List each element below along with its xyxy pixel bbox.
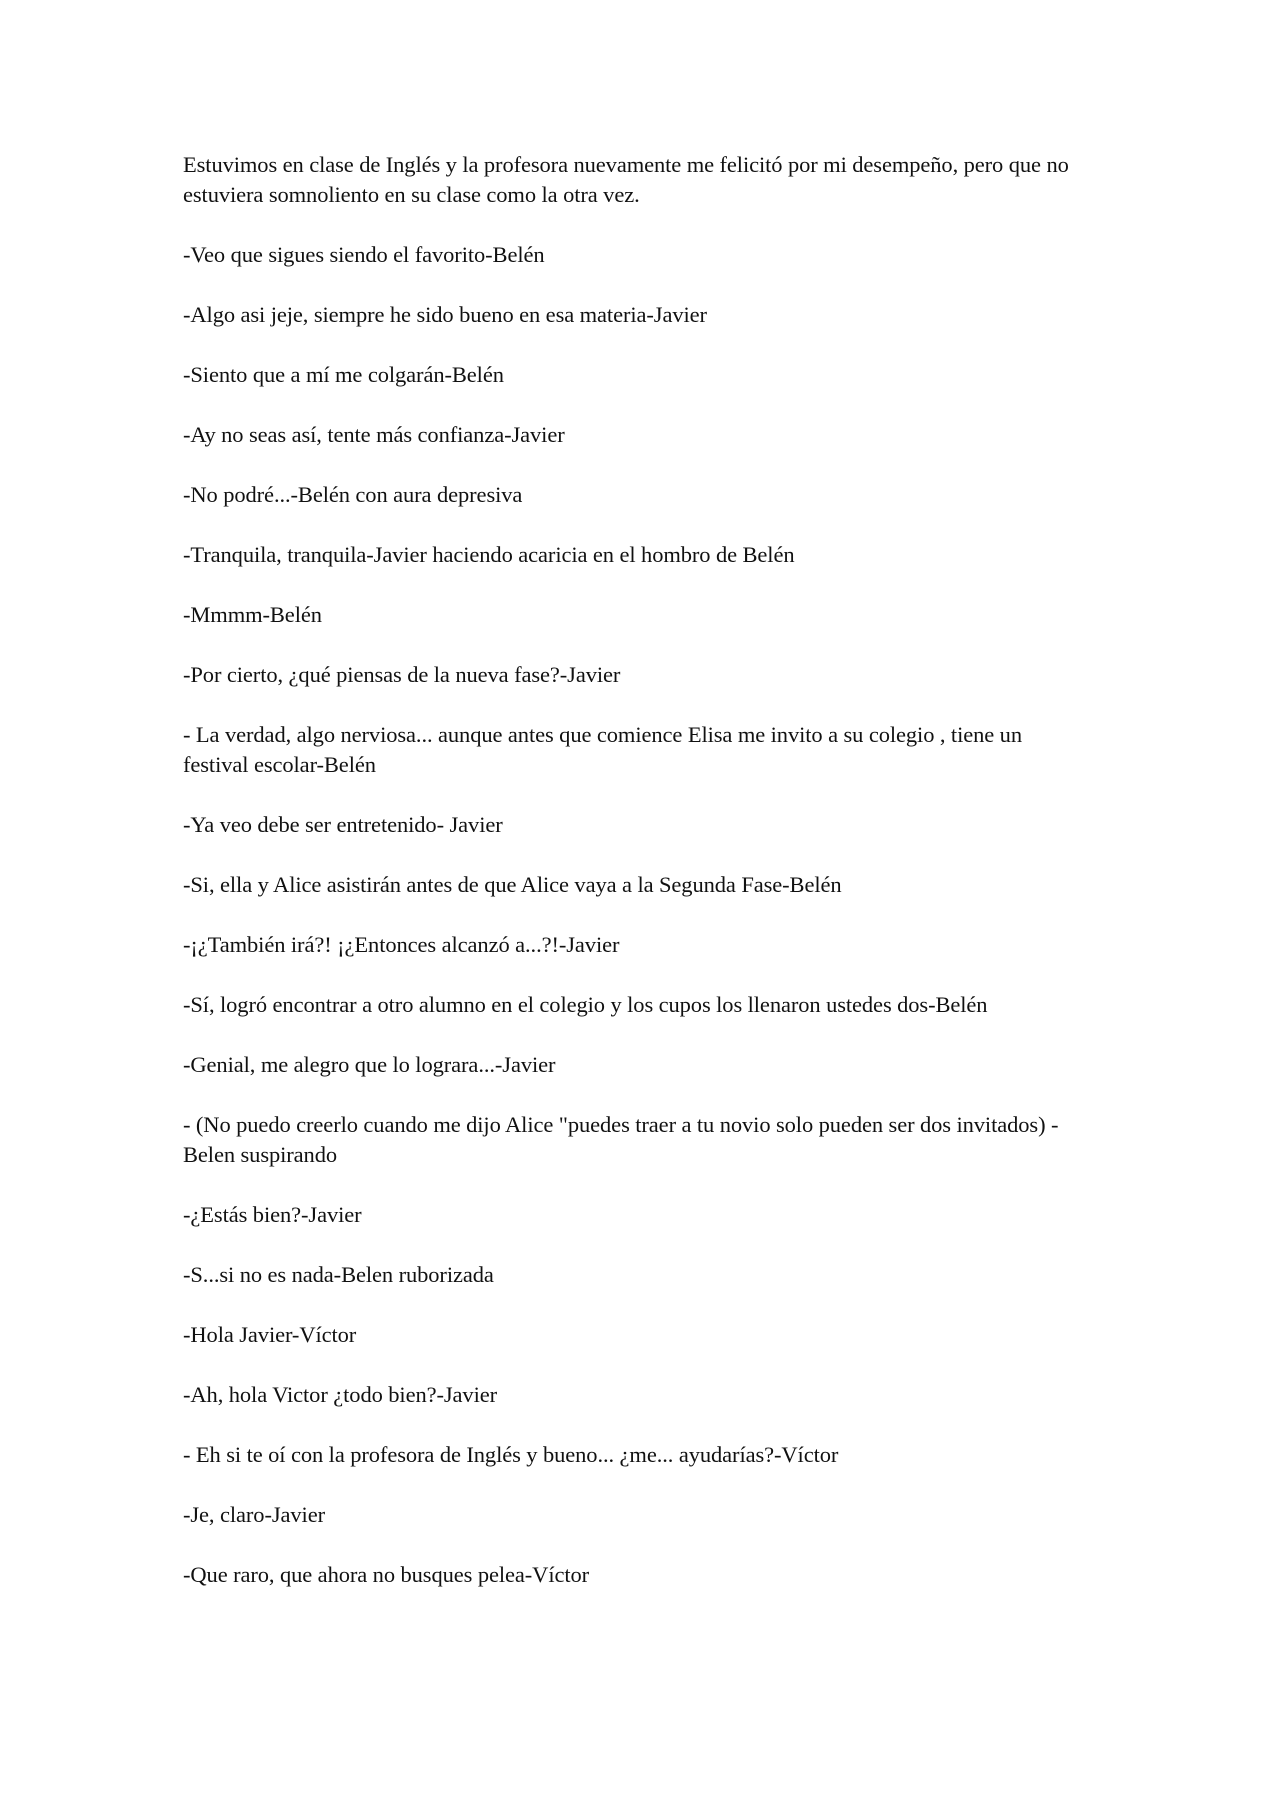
dialogue-line: - (No puedo creerlo cuando me dijo Alice "puedes traer a tu novio solo pueden ser dos invitados) -Belen suspirando: [183, 1112, 1059, 1167]
dialogue-line: - La verdad, algo nerviosa... aunque antes que comience Elisa me invito a su colegio , tiene un festival escolar-Belén: [183, 722, 1022, 777]
dialogue-line: -Mmmm-Belén: [183, 602, 322, 627]
dialogue-line: -Ya veo debe ser entretenido- Javier: [183, 812, 503, 837]
dialogue-line: - Eh si te oí con la profesora de Inglés y bueno... ¿me... ayudarías?-Víctor: [183, 1442, 839, 1467]
dialogue-line: -Si, ella y Alice asistirán antes de que Alice vaya a la Segunda Fase-Belén: [183, 872, 842, 897]
dialogue-line: -¿Estás bien?-Javier: [183, 1202, 362, 1227]
dialogue-line: -Por cierto, ¿qué piensas de la nueva fase?-Javier: [183, 662, 621, 687]
dialogue-line: -Tranquila, tranquila-Javier haciendo acaricia en el hombro de Belén: [183, 542, 795, 567]
dialogue-line: -Je, claro-Javier: [183, 1502, 325, 1527]
dialogue-line: -Siento que a mí me colgarán-Belén: [183, 362, 504, 387]
dialogue-line: -No podré...-Belén con aura depresiva: [183, 482, 523, 507]
dialogue-line: -Que raro, que ahora no busques pelea-Víctor: [183, 1562, 590, 1587]
dialogue-line: -Sí, logró encontrar a otro alumno en el colegio y los cupos los llenaron ustedes dos-Belén: [183, 992, 988, 1017]
document-page: [183, 150, 1088, 1620]
dialogue-line: -Ay no seas así, tente más confianza-Javier: [183, 422, 565, 447]
dialogue-line: -¡¿También irá?! ¡¿Entonces alcanzó a...?!-Javier: [183, 932, 620, 957]
dialogue-line: -Hola Javier-Víctor: [183, 1322, 357, 1347]
dialogue-line: -Genial, me alegro que lo lograra...-Javier: [183, 1052, 556, 1077]
dialogue-line: -Veo que sigues siendo el favorito-Belén: [183, 242, 545, 267]
dialogue-line: -Algo asi jeje, siempre he sido bueno en esa materia-Javier: [183, 302, 707, 327]
dialogue-line: -S...si no es nada-Belen ruborizada: [183, 1262, 494, 1287]
dialogue-line: -Ah, hola Victor ¿todo bien?-Javier: [183, 1382, 498, 1407]
narration-paragraph: Estuvimos en clase de Inglés y la profesora nuevamente me felicitó por mi desempeño, pero que no estuviera somnoliento en su clase como la otra vez.: [183, 152, 1069, 207]
